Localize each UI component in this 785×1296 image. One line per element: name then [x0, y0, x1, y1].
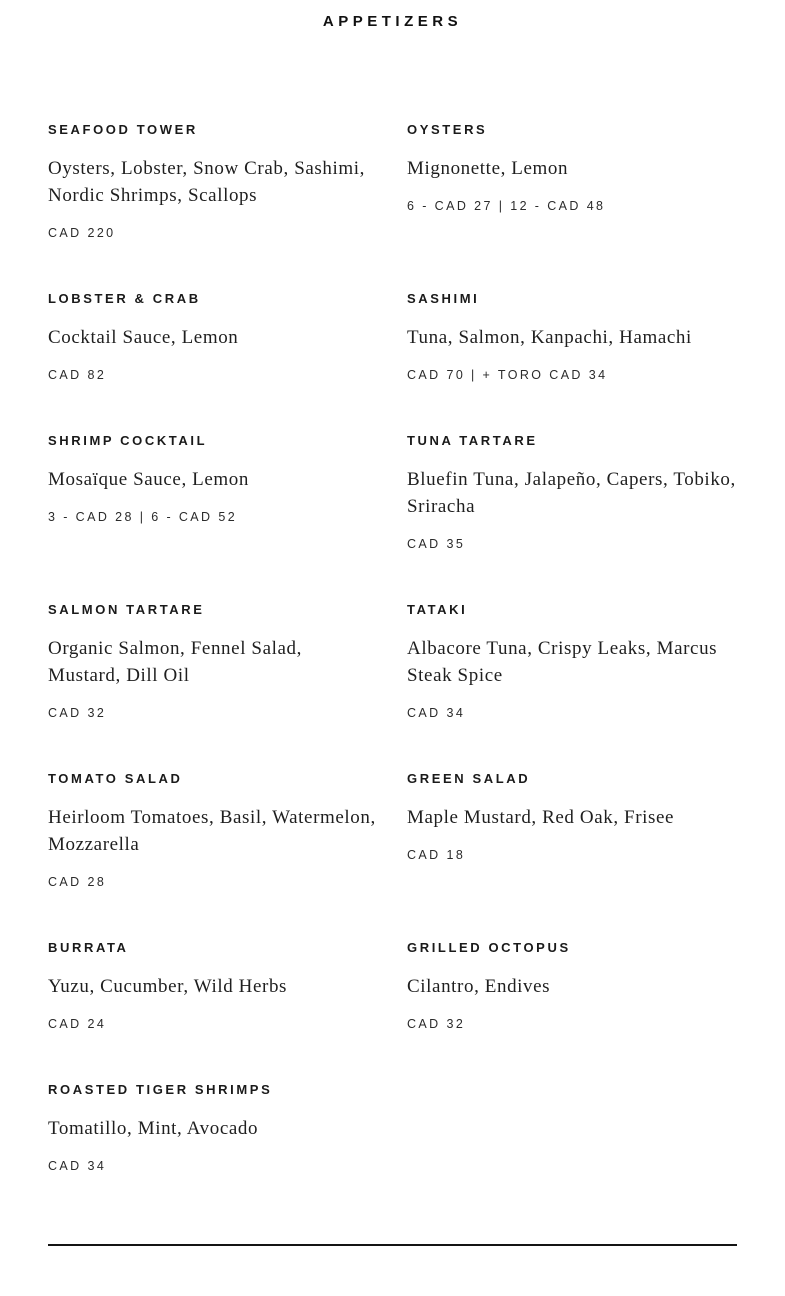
item-price: CAD 220 — [48, 226, 116, 240]
menu-item-tomato-salad — [48, 772, 378, 889]
menu-item-shrimp-cocktail — [48, 434, 378, 551]
bottom-divider — [48, 1244, 737, 1246]
item-price: CAD 34 — [407, 706, 466, 720]
item-description: Oysters, Lobster, Snow Crab, Sashimi, Nordic Shrimps, Scallops — [48, 158, 365, 206]
item-name: SASHIMI — [407, 291, 480, 306]
item-description: Mignonette, Lemon — [407, 158, 569, 179]
menu-item-oysters — [407, 123, 737, 240]
menu-item-tataki — [407, 603, 737, 720]
item-price: CAD 24 — [48, 1017, 107, 1031]
item-name: SEAFOOD TOWER — [48, 122, 198, 137]
item-price: CAD 32 — [48, 706, 107, 720]
item-price: CAD 28 — [48, 875, 107, 889]
menu-item-sashimi — [407, 292, 737, 382]
item-price: CAD 32 — [407, 1017, 466, 1031]
menu-item-burrata — [48, 941, 378, 1031]
menu-item-lobster-crab — [48, 292, 378, 382]
item-name: LOBSTER & CRAB — [48, 291, 201, 306]
menu-item-roasted-tiger-shrimps — [48, 1083, 378, 1173]
item-price: CAD 82 — [48, 368, 107, 382]
item-name: GRILLED OCTOPUS — [407, 940, 571, 955]
menu-item-seafood-tower — [48, 123, 378, 240]
item-description: Maple Mustard, Red Oak, Frisee — [407, 807, 675, 828]
menu-item-green-salad — [407, 772, 737, 889]
item-description: Yuzu, Cucumber, Wild Herbs — [48, 976, 288, 997]
item-name: ROASTED TIGER SHRIMPS — [48, 1082, 273, 1097]
item-price: 3 - CAD 28 | 6 - CAD 52 — [48, 510, 238, 524]
item-price: 6 - CAD 27 | 12 - CAD 48 — [407, 199, 606, 213]
section-title: APPETIZERS — [322, 13, 463, 30]
item-description: Bluefin Tuna, Jalapeño, Capers, Tobiko, Sriracha — [407, 469, 736, 517]
item-name: TOMATO SALAD — [48, 771, 183, 786]
item-price: CAD 70 | + TORO CAD 34 — [407, 368, 608, 382]
menu-item-salmon-tartare — [48, 603, 378, 720]
item-price: CAD 18 — [407, 848, 466, 862]
item-description: Albacore Tuna, Crispy Leaks, Marcus Steak Spice — [407, 638, 718, 686]
item-name: OYSTERS — [407, 122, 488, 137]
item-description: Cocktail Sauce, Lemon — [48, 327, 239, 348]
item-price: CAD 34 — [48, 1159, 107, 1173]
item-description: Tuna, Salmon, Kanpachi, Hamachi — [407, 327, 692, 348]
item-description: Mosaïque Sauce, Lemon — [48, 469, 249, 490]
item-description: Tomatillo, Mint, Avocado — [48, 1118, 259, 1139]
item-name: SHRIMP COCKTAIL — [48, 433, 208, 448]
item-name: BURRATA — [48, 940, 129, 955]
menu-item-grilled-octopus — [407, 941, 737, 1031]
item-name: TUNA TARTARE — [407, 433, 538, 448]
item-price: CAD 35 — [407, 537, 466, 551]
item-name: TATAKI — [407, 602, 468, 617]
menu-grid — [48, 123, 737, 1173]
item-name: GREEN SALAD — [407, 771, 531, 786]
item-name: SALMON TARTARE — [48, 602, 205, 617]
item-description: Cilantro, Endives — [407, 976, 551, 997]
item-description: Organic Salmon, Fennel Salad, Mustard, Dill Oil — [48, 638, 302, 686]
menu-item-tuna-tartare — [407, 434, 737, 551]
item-description: Heirloom Tomatoes, Basil, Watermelon, Mozzarella — [48, 807, 376, 855]
